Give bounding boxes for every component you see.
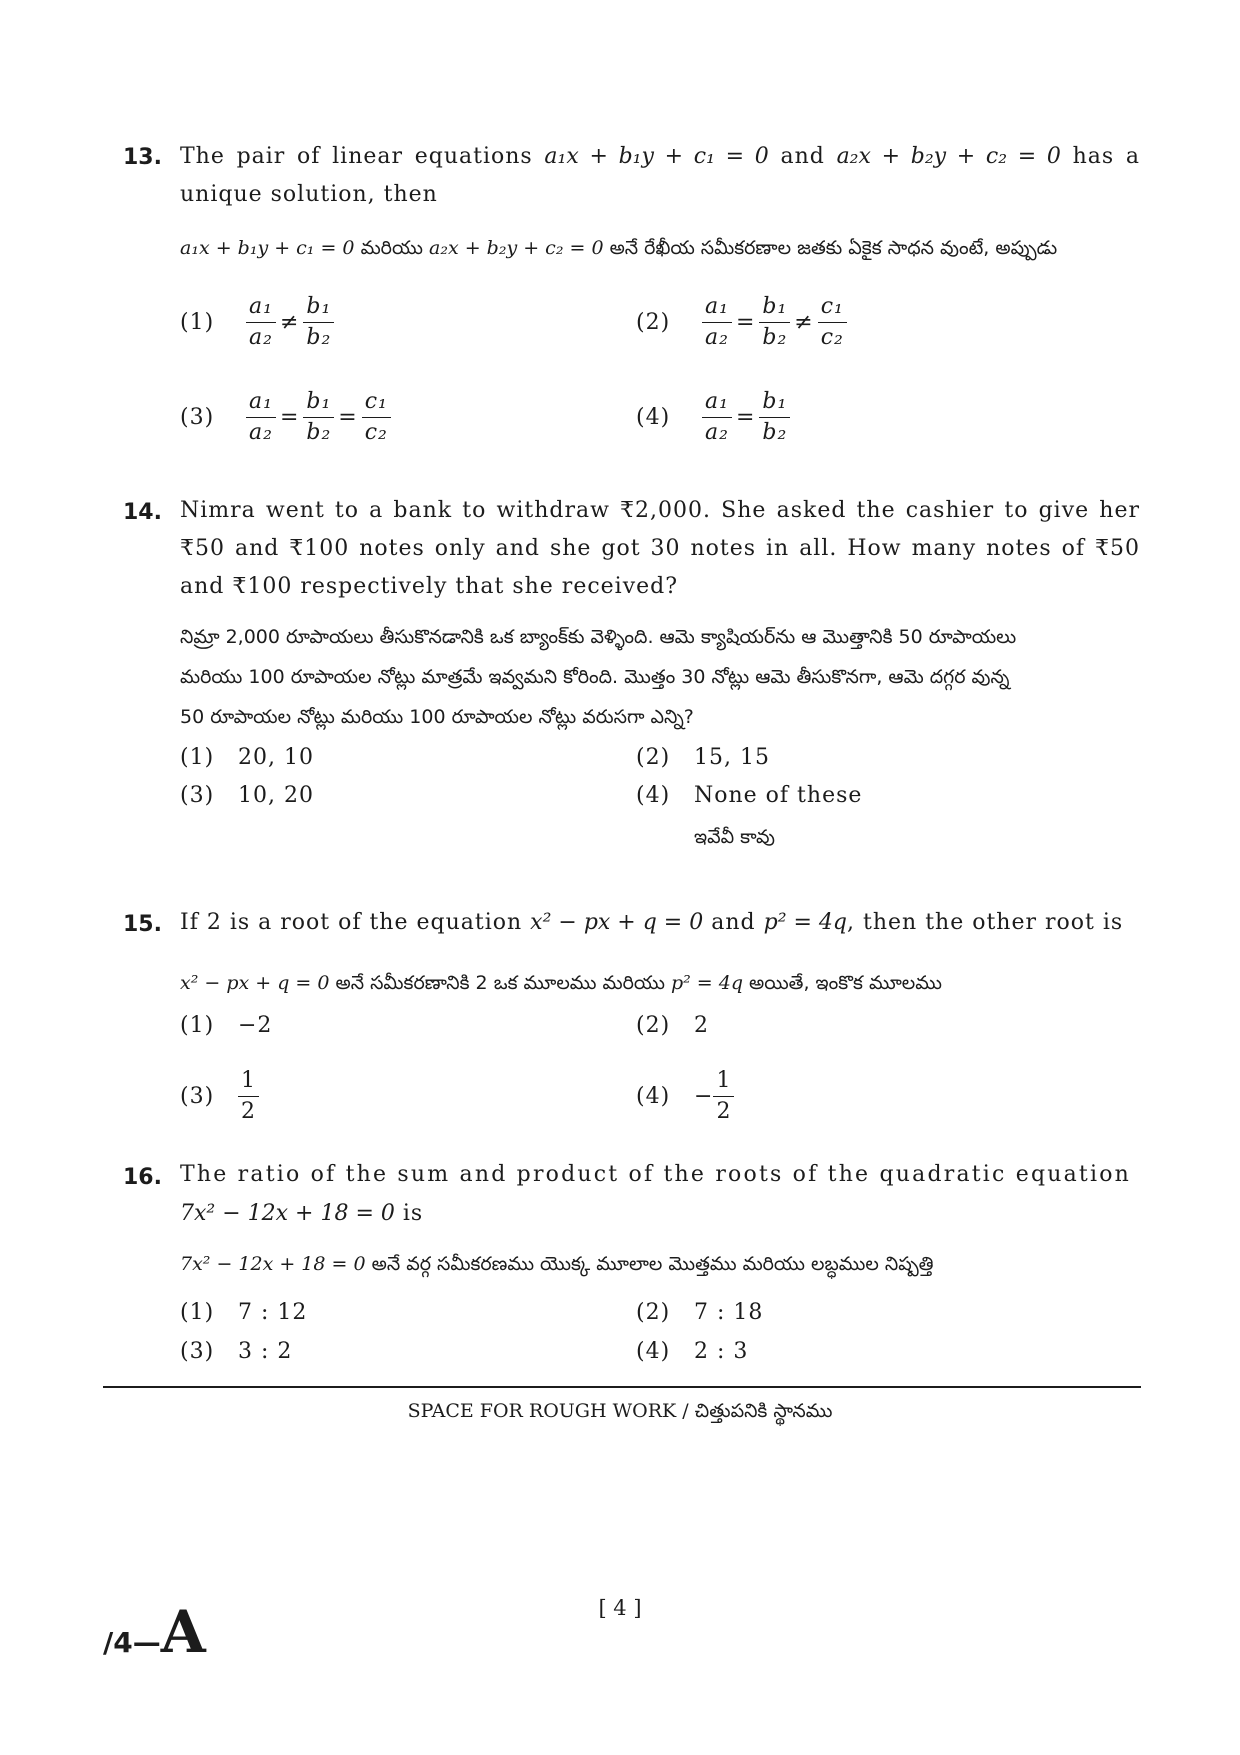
divider — [103, 1386, 1141, 1388]
question-text-te: x² − px + q = 0 అనే సమీకరణానికి 2 ఒక మూలము మరియు p² = 4q అయితే, ఇంకొక మూలము — [180, 972, 942, 994]
question-text-en: If 2 is a root of the equation x² − px + q = 0 and p² = 4q, then the other root is — [180, 910, 1124, 935]
q15-option-4[interactable]: (4) − $\frac{1}{2}$ — [636, 1066, 734, 1127]
rough-work-label: SPACE FOR ROUGH WORK / చిత్తుపనికి స్థానము — [407, 1400, 833, 1422]
q13-option-3[interactable]: (3) $\frac{\text{a₁}}{\text{a₂}}$ = $\frac{\text{b₁}}{\text{b₂}}$ = $\frac{\text{c₁}}{\text{c₂}}$ — [180, 387, 391, 448]
question-text-en: The pair of linear equations a₁x + b₁y + c₁ = 0 and a₂x + b₂y + c₂ = 0 has a unique solution, then — [180, 144, 1141, 207]
question-text-te-line-3: 50 రూపాయల నోట్లు మరియు 100 రూపాయల నోట్లు వరుసగా ఎన్ని? — [180, 706, 694, 728]
q16-option-1[interactable]: (1) 7 : 12 — [180, 1300, 308, 1325]
equation-2: a₂x + b₂y + c₂ = 0 — [836, 144, 1061, 169]
question-text-te: 7x² − 12x + 18 = 0 అనే వర్గ సమీకరణము యొక్క మూలాల మొత్తము మరియు లబ్ధముల నిష్పత్తి — [180, 1253, 934, 1275]
q13-option-2[interactable]: (2) $\frac{\text{a₁}}{\text{a₂}}$ = $\frac{\text{b₁}}{\text{b₂}}$ ≠ $\frac{\text{c₁}}{\text{c₂}}$ — [636, 292, 847, 353]
question-number: 13. — [123, 145, 162, 170]
question-text-en: The ratio of the sum and product of the roots of the quadratic equation — [180, 1162, 1132, 1187]
q16-option-4[interactable]: (4) 2 : 3 — [636, 1339, 749, 1364]
q16-option-2[interactable]: (2) 7 : 18 — [636, 1300, 764, 1325]
q16-option-3[interactable]: (3) 3 : 2 — [180, 1339, 293, 1364]
q14-option-3[interactable]: (3) 10, 20 — [180, 783, 314, 808]
question-text-en-eq: 7x² − 12x + 18 = 0 is — [180, 1201, 424, 1226]
booklet-code: /4—A — [103, 1598, 206, 1666]
question-text-en: Nimra went to a bank to withdraw ₹2,000. She asked the cashier to give her ₹50 and ₹100 notes only and she got 30 notes in all. How many notes of ₹50 and ₹100 respectively that she received? — [180, 498, 1140, 599]
q14-option-2[interactable]: (2) 15, 15 — [636, 745, 770, 770]
q13-option-1[interactable]: (1) $\frac{\text{a₁}}{\text{a₂}}$ ≠ $\frac{\text{b₁}}{\text{b₂}}$ — [180, 292, 334, 353]
q15-option-2[interactable]: (2) 2 — [636, 1013, 709, 1038]
question-number: 15. — [123, 912, 162, 937]
q14-option-1[interactable]: (1) 20, 10 — [180, 745, 314, 770]
q15-option-3[interactable]: (3) $\frac{1}{2}$ — [180, 1066, 259, 1127]
q13-option-4[interactable]: (4) $\frac{\text{a₁}}{\text{a₂}}$ = $\frac{\text{b₁}}{\text{b₂}}$ — [636, 387, 790, 448]
question-text-te: a₁x + b₁y + c₁ = 0 మరియు a₂x + b₂y + c₂ = 0 అనే రేఖీయ సమీకరణాల జతకు ఏకైక సాధన వుంటే, అప్పుడు — [180, 237, 1058, 259]
equation-1: a₁x + b₁y + c₁ = 0 — [544, 144, 769, 169]
q14-option-4-te: ఇవేవీ కావు — [694, 826, 775, 848]
q14-option-4[interactable]: (4) None of these — [636, 783, 863, 808]
question-number: 14. — [123, 500, 162, 525]
question-text-te-line-1: నిమ్రా 2,000 రూపాయలు తీసుకొనడానికి ఒక బ్యాంక్‌కు వెళ్ళింది. ఆమె క్యాషియర్‌ను ఆ మొత్తానికి 50 రూపాయలు — [180, 626, 1017, 648]
q15-option-1[interactable]: (1) −2 — [180, 1013, 273, 1038]
question-text-te-line-2: మరియు 100 రూపాయల నోట్లు మాత్రమే ఇవ్వమని కోరింది. మొత్తం 30 నోట్లు ఆమె తీసుకొనగా, ఆమె దగ్గర వున్న — [180, 666, 1010, 688]
page-number: [ 4 ] — [598, 1596, 642, 1620]
question-number: 16. — [123, 1165, 162, 1190]
